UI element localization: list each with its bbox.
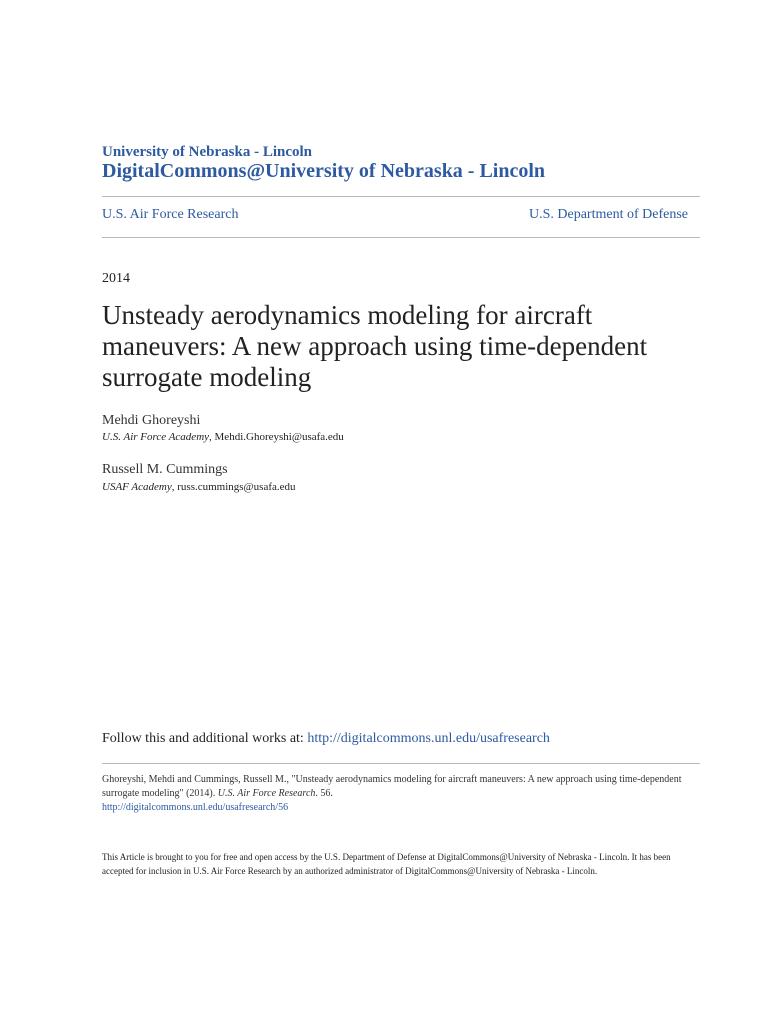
- repository-link[interactable]: DigitalCommons@University of Nebraska - Lincoln: [102, 160, 546, 182]
- citation-url-link[interactable]: http://digitalcommons.unl.edu/usafresearch/56: [102, 802, 289, 813]
- series-link-air-force-research[interactable]: U.S. Air Force Research: [102, 207, 239, 222]
- author-affiliation-name: U.S. Air Force Academy: [102, 431, 210, 443]
- series-link-department-of-defense[interactable]: U.S. Department of Defense: [528, 207, 688, 222]
- article-title: Unsteady aerodynamics modeling for aircraft maneuvers: A new approach using time-dependent surrogate modeling: [102, 300, 648, 392]
- citation-journal: U.S. Air Force Research: [217, 788, 316, 799]
- follow-url-link[interactable]: http://digitalcommons.unl.edu/usafresearch: [307, 731, 550, 746]
- follow-line: [102, 731, 550, 747]
- divider-follow: [102, 763, 700, 764]
- institution-link[interactable]: University of Nebraska - Lincoln: [102, 144, 312, 160]
- access-notice: This Article is brought to you for free and open access by the U.S. Department of Defense at DigitalCommons@University of Nebraska - Lincoln. It has been accepted for inclusion in U.S. Air Force Research by an authorized administrator of DigitalCommons@University of Nebraska - Lincoln.: [102, 852, 671, 876]
- author-affiliation: [102, 481, 296, 493]
- citation-text: Ghoreyshi, Mehdi and Cummings, Russell M., "Unsteady aerodynamics modeling for aircraft maneuvers: A new approach using time-dependent surrogate modeling" (2014).: [102, 774, 682, 799]
- citation-block: [102, 773, 692, 815]
- divider-top: [102, 196, 700, 197]
- citation-suffix: . 56.: [315, 788, 333, 799]
- author-email: , Mehdi.Ghoreyshi@usafa.edu: [209, 431, 344, 443]
- author-name: Mehdi Ghoreyshi: [102, 413, 201, 428]
- author-name: Russell M. Cummings: [102, 462, 228, 477]
- author-affiliation-name: USAF Academy: [102, 481, 172, 493]
- publication-year: 2014: [102, 271, 130, 286]
- author-affiliation: [102, 431, 344, 443]
- divider-series: [102, 237, 700, 238]
- author-email: , russ.cummings@usafa.edu: [171, 481, 296, 493]
- follow-text: Follow this and additional works at:: [102, 731, 308, 746]
